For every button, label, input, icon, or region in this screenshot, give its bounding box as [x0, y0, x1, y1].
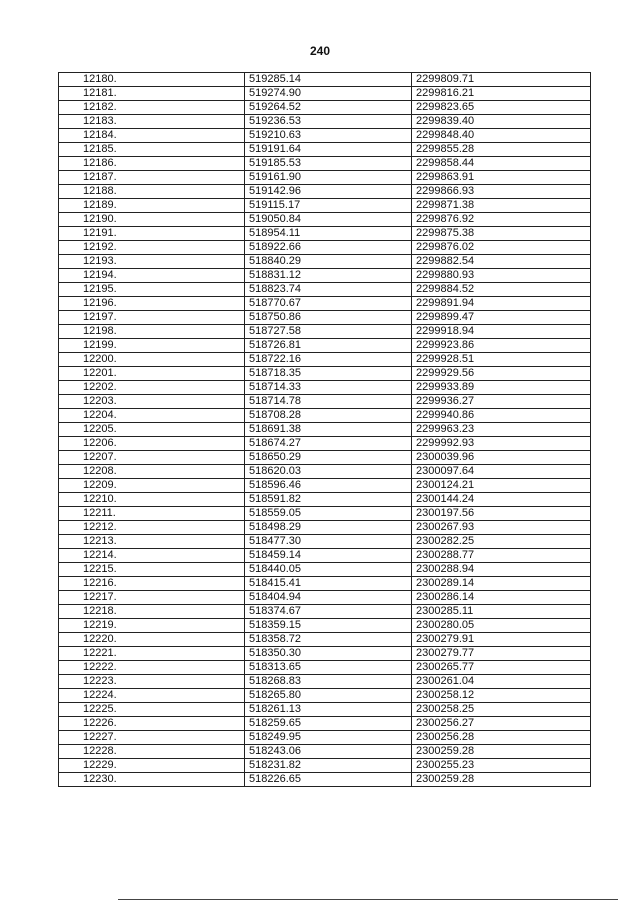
point-number-cell: 12220.: [59, 633, 245, 647]
y-coordinate-cell: 2300255.23: [412, 759, 591, 773]
point-number-cell: 12193.: [59, 255, 245, 269]
y-coordinate-cell: 2299863.91: [412, 171, 591, 185]
table-body: [59, 73, 591, 787]
y-coordinate-cell: 2299839.40: [412, 115, 591, 129]
y-coordinate-cell: 2299933.89: [412, 381, 591, 395]
table-row: [59, 437, 591, 451]
x-coordinate-cell: 519285.14: [245, 73, 412, 87]
point-number-cell: 12230.: [59, 773, 245, 787]
x-coordinate-cell: 518954.11: [245, 227, 412, 241]
y-coordinate-cell: 2300258.12: [412, 689, 591, 703]
table-row: [59, 745, 591, 759]
table-row: [59, 563, 591, 577]
point-number-cell: 12180.: [59, 73, 245, 87]
point-number-cell: 12189.: [59, 199, 245, 213]
table-row: [59, 703, 591, 717]
table-row: [59, 731, 591, 745]
table-row: [59, 535, 591, 549]
point-number-cell: 12204.: [59, 409, 245, 423]
x-coordinate-cell: 518750.86: [245, 311, 412, 325]
y-coordinate-cell: 2300144.24: [412, 493, 591, 507]
x-coordinate-cell: 519185.53: [245, 157, 412, 171]
point-number-cell: 12228.: [59, 745, 245, 759]
y-coordinate-cell: 2299871.38: [412, 199, 591, 213]
x-coordinate-cell: 518722.16: [245, 353, 412, 367]
y-coordinate-cell: 2299963.23: [412, 423, 591, 437]
point-number-cell: 12219.: [59, 619, 245, 633]
x-coordinate-cell: 519050.84: [245, 213, 412, 227]
point-number-cell: 12196.: [59, 297, 245, 311]
y-coordinate-cell: 2299876.02: [412, 241, 591, 255]
table-row: [59, 521, 591, 535]
page-number: 240: [309, 44, 331, 58]
point-number-cell: 12194.: [59, 269, 245, 283]
point-number-cell: 12184.: [59, 129, 245, 143]
bottom-rule-divider: [118, 899, 618, 900]
x-coordinate-cell: 518440.05: [245, 563, 412, 577]
table-row: [59, 451, 591, 465]
x-coordinate-cell: 518596.46: [245, 479, 412, 493]
point-number-cell: 12210.: [59, 493, 245, 507]
table-row: [59, 325, 591, 339]
x-coordinate-cell: 518831.12: [245, 269, 412, 283]
y-coordinate-cell: 2299809.71: [412, 73, 591, 87]
table-row: [59, 171, 591, 185]
point-number-cell: 12224.: [59, 689, 245, 703]
point-number-cell: 12192.: [59, 241, 245, 255]
point-number-cell: 12212.: [59, 521, 245, 535]
y-coordinate-cell: 2299848.40: [412, 129, 591, 143]
x-coordinate-cell: 518823.74: [245, 283, 412, 297]
point-number-cell: 12226.: [59, 717, 245, 731]
table-row: [59, 689, 591, 703]
y-coordinate-cell: 2299823.65: [412, 101, 591, 115]
y-coordinate-cell: 2300256.28: [412, 731, 591, 745]
table-row: [59, 395, 591, 409]
point-number-cell: 12202.: [59, 381, 245, 395]
table-row: [59, 283, 591, 297]
y-coordinate-cell: 2300258.25: [412, 703, 591, 717]
point-number-cell: 12203.: [59, 395, 245, 409]
x-coordinate-cell: 518259.65: [245, 717, 412, 731]
x-coordinate-cell: 518714.33: [245, 381, 412, 395]
y-coordinate-cell: 2300039.96: [412, 451, 591, 465]
y-coordinate-cell: 2300259.28: [412, 773, 591, 787]
x-coordinate-cell: 518459.14: [245, 549, 412, 563]
table-row: [59, 73, 591, 87]
x-coordinate-cell: 518231.82: [245, 759, 412, 773]
y-coordinate-cell: 2300097.64: [412, 465, 591, 479]
x-coordinate-cell: 518840.29: [245, 255, 412, 269]
table-row: [59, 227, 591, 241]
x-coordinate-cell: 518770.67: [245, 297, 412, 311]
table-row: [59, 605, 591, 619]
y-coordinate-cell: 2299882.54: [412, 255, 591, 269]
y-coordinate-cell: 2299875.38: [412, 227, 591, 241]
y-coordinate-cell: 2300279.77: [412, 647, 591, 661]
y-coordinate-cell: 2299884.52: [412, 283, 591, 297]
table-row: [59, 773, 591, 787]
x-coordinate-cell: 518268.83: [245, 675, 412, 689]
table-row: [59, 129, 591, 143]
x-coordinate-cell: 518415.41: [245, 577, 412, 591]
point-number-cell: 12229.: [59, 759, 245, 773]
table-row: [59, 157, 591, 171]
x-coordinate-cell: 519236.53: [245, 115, 412, 129]
table-row: [59, 759, 591, 773]
x-coordinate-cell: 518708.28: [245, 409, 412, 423]
x-coordinate-cell: 518726.81: [245, 339, 412, 353]
table-row: [59, 255, 591, 269]
table-row: [59, 199, 591, 213]
point-number-cell: 12198.: [59, 325, 245, 339]
table-row: [59, 311, 591, 325]
table-row: [59, 143, 591, 157]
table-row: [59, 633, 591, 647]
point-number-cell: 12215.: [59, 563, 245, 577]
point-number-cell: 12183.: [59, 115, 245, 129]
y-coordinate-cell: 2299918.94: [412, 325, 591, 339]
x-coordinate-cell: 518591.82: [245, 493, 412, 507]
x-coordinate-cell: 518718.35: [245, 367, 412, 381]
point-number-cell: 12186.: [59, 157, 245, 171]
x-coordinate-cell: 518714.78: [245, 395, 412, 409]
table-row: [59, 339, 591, 353]
point-number-cell: 12206.: [59, 437, 245, 451]
table-row: [59, 717, 591, 731]
x-coordinate-cell: 518620.03: [245, 465, 412, 479]
y-coordinate-cell: 2299858.44: [412, 157, 591, 171]
y-coordinate-cell: 2299928.51: [412, 353, 591, 367]
x-coordinate-cell: 518922.66: [245, 241, 412, 255]
table-row: [59, 213, 591, 227]
table-row: [59, 493, 591, 507]
y-coordinate-cell: 2299936.27: [412, 395, 591, 409]
table-row: [59, 479, 591, 493]
point-number-cell: 12197.: [59, 311, 245, 325]
y-coordinate-cell: 2300124.21: [412, 479, 591, 493]
table-row: [59, 297, 591, 311]
x-coordinate-cell: 518358.72: [245, 633, 412, 647]
point-number-cell: 12199.: [59, 339, 245, 353]
x-coordinate-cell: 518359.15: [245, 619, 412, 633]
x-coordinate-cell: 518265.80: [245, 689, 412, 703]
y-coordinate-cell: 2299880.93: [412, 269, 591, 283]
x-coordinate-cell: 518404.94: [245, 591, 412, 605]
table-row: [59, 185, 591, 199]
x-coordinate-cell: 518498.29: [245, 521, 412, 535]
table-row: [59, 269, 591, 283]
point-number-cell: 12211.: [59, 507, 245, 521]
coordinate-table: [58, 72, 591, 787]
table-row: [59, 381, 591, 395]
x-coordinate-cell: 518243.06: [245, 745, 412, 759]
table-row: [59, 619, 591, 633]
point-number-cell: 12188.: [59, 185, 245, 199]
point-number-cell: 12227.: [59, 731, 245, 745]
point-number-cell: 12182.: [59, 101, 245, 115]
y-coordinate-cell: 2300267.93: [412, 521, 591, 535]
y-coordinate-cell: 2299992.93: [412, 437, 591, 451]
x-coordinate-cell: 519274.90: [245, 87, 412, 101]
table-row: [59, 577, 591, 591]
x-coordinate-cell: 518261.13: [245, 703, 412, 717]
point-number-cell: 12181.: [59, 87, 245, 101]
y-coordinate-cell: 2300288.94: [412, 563, 591, 577]
y-coordinate-cell: 2300285.11: [412, 605, 591, 619]
point-number-cell: 12191.: [59, 227, 245, 241]
y-coordinate-cell: 2300289.14: [412, 577, 591, 591]
table-row: [59, 87, 591, 101]
table-row: [59, 101, 591, 115]
point-number-cell: 12216.: [59, 577, 245, 591]
table-row: [59, 115, 591, 129]
y-coordinate-cell: 2300197.56: [412, 507, 591, 521]
y-coordinate-cell: 2300261.04: [412, 675, 591, 689]
y-coordinate-cell: 2299923.86: [412, 339, 591, 353]
point-number-cell: 12221.: [59, 647, 245, 661]
y-coordinate-cell: 2299866.93: [412, 185, 591, 199]
y-coordinate-cell: 2300265.77: [412, 661, 591, 675]
table-row: [59, 661, 591, 675]
point-number-cell: 12190.: [59, 213, 245, 227]
point-number-cell: 12185.: [59, 143, 245, 157]
point-number-cell: 12214.: [59, 549, 245, 563]
y-coordinate-cell: 2300288.77: [412, 549, 591, 563]
y-coordinate-cell: 2299891.94: [412, 297, 591, 311]
point-number-cell: 12207.: [59, 451, 245, 465]
table-row: [59, 241, 591, 255]
x-coordinate-cell: 519115.17: [245, 199, 412, 213]
x-coordinate-cell: 518691.38: [245, 423, 412, 437]
x-coordinate-cell: 519161.90: [245, 171, 412, 185]
x-coordinate-cell: 519210.63: [245, 129, 412, 143]
y-coordinate-cell: 2300279.91: [412, 633, 591, 647]
table-row: [59, 465, 591, 479]
x-coordinate-cell: 519142.96: [245, 185, 412, 199]
point-number-cell: 12201.: [59, 367, 245, 381]
point-number-cell: 12195.: [59, 283, 245, 297]
x-coordinate-cell: 518727.58: [245, 325, 412, 339]
point-number-cell: 12218.: [59, 605, 245, 619]
table-row: [59, 353, 591, 367]
table-row: [59, 675, 591, 689]
table-row: [59, 423, 591, 437]
x-coordinate-cell: 519264.52: [245, 101, 412, 115]
x-coordinate-cell: 518650.29: [245, 451, 412, 465]
table-row: [59, 549, 591, 563]
y-coordinate-cell: 2299816.21: [412, 87, 591, 101]
point-number-cell: 12208.: [59, 465, 245, 479]
x-coordinate-cell: 519191.64: [245, 143, 412, 157]
point-number-cell: 12225.: [59, 703, 245, 717]
point-number-cell: 12217.: [59, 591, 245, 605]
point-number-cell: 12213.: [59, 535, 245, 549]
x-coordinate-cell: 518374.67: [245, 605, 412, 619]
point-number-cell: 12205.: [59, 423, 245, 437]
table-row: [59, 591, 591, 605]
x-coordinate-cell: 518674.27: [245, 437, 412, 451]
y-coordinate-cell: 2300282.25: [412, 535, 591, 549]
y-coordinate-cell: 2300259.28: [412, 745, 591, 759]
point-number-cell: 12209.: [59, 479, 245, 493]
x-coordinate-cell: 518313.65: [245, 661, 412, 675]
point-number-cell: 12200.: [59, 353, 245, 367]
y-coordinate-cell: 2300286.14: [412, 591, 591, 605]
y-coordinate-cell: 2299899.47: [412, 311, 591, 325]
y-coordinate-cell: 2300280.05: [412, 619, 591, 633]
x-coordinate-cell: 518350.30: [245, 647, 412, 661]
x-coordinate-cell: 518477.30: [245, 535, 412, 549]
y-coordinate-cell: 2299929.56: [412, 367, 591, 381]
table-row: [59, 647, 591, 661]
y-coordinate-cell: 2299940.86: [412, 409, 591, 423]
x-coordinate-cell: 518249.95: [245, 731, 412, 745]
y-coordinate-cell: 2299855.28: [412, 143, 591, 157]
table-row: [59, 507, 591, 521]
point-number-cell: 12223.: [59, 675, 245, 689]
point-number-cell: 12222.: [59, 661, 245, 675]
x-coordinate-cell: 518226.65: [245, 773, 412, 787]
table-row: [59, 409, 591, 423]
point-number-cell: 12187.: [59, 171, 245, 185]
table-row: [59, 367, 591, 381]
y-coordinate-cell: 2299876.92: [412, 213, 591, 227]
x-coordinate-cell: 518559.05: [245, 507, 412, 521]
y-coordinate-cell: 2300256.27: [412, 717, 591, 731]
